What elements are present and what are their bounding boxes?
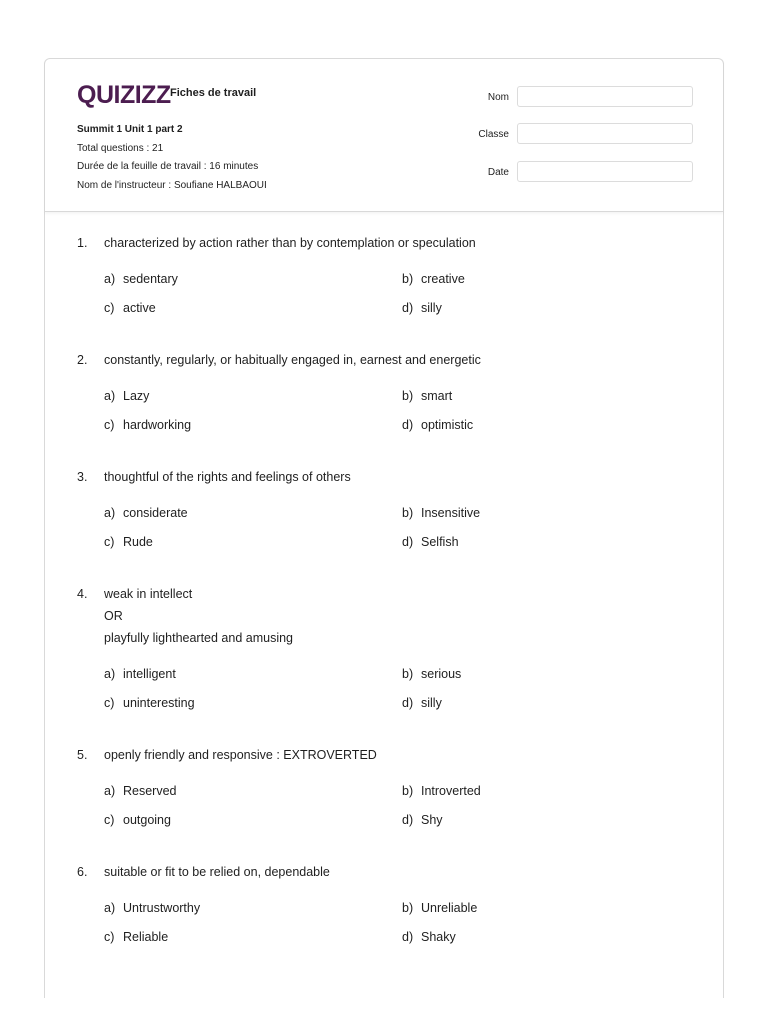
class-field[interactable] xyxy=(517,123,693,144)
option-letter: b) xyxy=(402,506,414,520)
option-text: serious xyxy=(421,667,462,681)
option-1d[interactable] xyxy=(402,301,442,315)
option-text: creative xyxy=(421,272,465,286)
question-line: weak in intellect xyxy=(104,587,193,601)
option-letter: c) xyxy=(104,696,115,710)
question-number: 5. xyxy=(77,748,88,762)
option-letter: a) xyxy=(104,901,116,915)
option-text: Shaky xyxy=(421,930,456,944)
option-letter: d) xyxy=(402,535,414,549)
option-letter: b) xyxy=(402,667,414,681)
option-1c[interactable] xyxy=(104,301,156,315)
question-number: 6. xyxy=(77,865,88,879)
option-text: Lazy xyxy=(123,389,150,403)
option-3c[interactable] xyxy=(104,535,153,549)
worksheet-header xyxy=(45,59,723,212)
question-number: 2. xyxy=(77,353,88,367)
option-letter: a) xyxy=(104,389,116,403)
option-text: silly xyxy=(421,301,442,315)
logo-subtitle: Fiches de travail xyxy=(170,87,257,99)
question-text: characterized by action rather than by contemplation or speculation xyxy=(104,236,476,250)
question-text: thoughtful of the rights and feelings of others xyxy=(104,470,351,484)
option-text: Insensitive xyxy=(421,506,481,520)
option-text: Untrustworthy xyxy=(123,901,201,915)
question-number: 1. xyxy=(77,236,88,250)
option-letter: a) xyxy=(104,272,116,286)
name-label: Nom xyxy=(487,92,509,103)
option-text: Introverted xyxy=(421,784,481,798)
option-text: Reliable xyxy=(123,930,169,944)
option-3a[interactable] xyxy=(104,506,188,520)
question-line: OR xyxy=(104,609,123,623)
option-letter: b) xyxy=(402,272,414,286)
instructor: Nom de l'instructeur : Soufiane HALBAOUI xyxy=(77,179,267,191)
option-letter: d) xyxy=(402,301,414,315)
worksheet xyxy=(44,58,724,998)
option-letter: b) xyxy=(402,901,414,915)
option-letter: a) xyxy=(104,784,116,798)
option-2a[interactable] xyxy=(104,389,149,403)
option-text: silly xyxy=(421,696,442,710)
question-number: 3. xyxy=(77,470,88,484)
quizizz-logo: QUIZIZZ xyxy=(77,81,171,109)
question-text: constantly, regularly, or habitually engaged in, earnest and energetic xyxy=(104,353,481,367)
option-text: Unreliable xyxy=(421,901,478,915)
name-field[interactable] xyxy=(517,86,693,107)
option-letter: c) xyxy=(104,301,115,315)
duration: Durée de la feuille de travail : 16 minutes xyxy=(77,161,259,172)
option-text: Reserved xyxy=(123,784,177,798)
option-4a[interactable] xyxy=(104,667,176,681)
option-text: considerate xyxy=(123,506,188,520)
option-1b[interactable] xyxy=(402,272,465,286)
option-text: intelligent xyxy=(123,667,176,681)
question-text: suitable or fit to be relied on, dependable xyxy=(104,865,330,879)
option-5c[interactable] xyxy=(104,813,171,827)
option-2d[interactable] xyxy=(402,418,473,432)
date-field[interactable] xyxy=(517,161,693,182)
option-6a[interactable] xyxy=(104,901,200,915)
option-3b[interactable] xyxy=(402,506,480,520)
worksheet-title: Summit 1 Unit 1 part 2 xyxy=(77,124,183,135)
option-letter: a) xyxy=(104,667,116,681)
class-label: Classe xyxy=(478,129,509,140)
question-text xyxy=(104,583,664,649)
option-5b[interactable] xyxy=(402,784,481,798)
option-letter: b) xyxy=(402,784,414,798)
worksheet-info xyxy=(77,121,267,195)
date-label: Date xyxy=(487,167,509,178)
option-text: outgoing xyxy=(123,813,171,827)
option-letter: d) xyxy=(402,813,414,827)
question-number: 4. xyxy=(77,587,88,601)
option-letter: c) xyxy=(104,418,115,432)
option-letter: d) xyxy=(402,418,414,432)
option-text: optimistic xyxy=(421,418,474,432)
option-3d[interactable] xyxy=(402,535,459,549)
question-text: openly friendly and responsive : EXTROVERTED xyxy=(104,748,377,762)
option-text: uninteresting xyxy=(123,696,195,710)
option-text: sedentary xyxy=(123,272,178,286)
option-letter: c) xyxy=(104,930,115,944)
total-questions: Total questions : 21 xyxy=(77,142,164,154)
option-5a[interactable] xyxy=(104,784,177,798)
option-letter: a) xyxy=(104,506,116,520)
option-text: smart xyxy=(421,389,453,403)
option-2b[interactable] xyxy=(402,389,452,403)
option-text: Shy xyxy=(421,813,443,827)
question-line: playfully lighthearted and amusing xyxy=(104,631,294,645)
option-4b[interactable] xyxy=(402,667,461,681)
option-letter: c) xyxy=(104,813,115,827)
option-4d[interactable] xyxy=(402,696,442,710)
option-text: hardworking xyxy=(123,418,192,432)
option-letter: d) xyxy=(402,696,414,710)
option-text: active xyxy=(123,301,156,315)
option-4c[interactable] xyxy=(104,696,195,710)
option-text: Selfish xyxy=(421,535,459,549)
option-6d[interactable] xyxy=(402,930,456,944)
option-letter: b) xyxy=(402,389,414,403)
option-text: Rude xyxy=(123,535,153,549)
option-1a[interactable] xyxy=(104,272,178,286)
option-5d[interactable] xyxy=(402,813,443,827)
option-letter: d) xyxy=(402,930,414,944)
option-6c[interactable] xyxy=(104,930,168,944)
option-2c[interactable] xyxy=(104,418,191,432)
option-letter: c) xyxy=(104,535,115,549)
option-6b[interactable] xyxy=(402,901,477,915)
